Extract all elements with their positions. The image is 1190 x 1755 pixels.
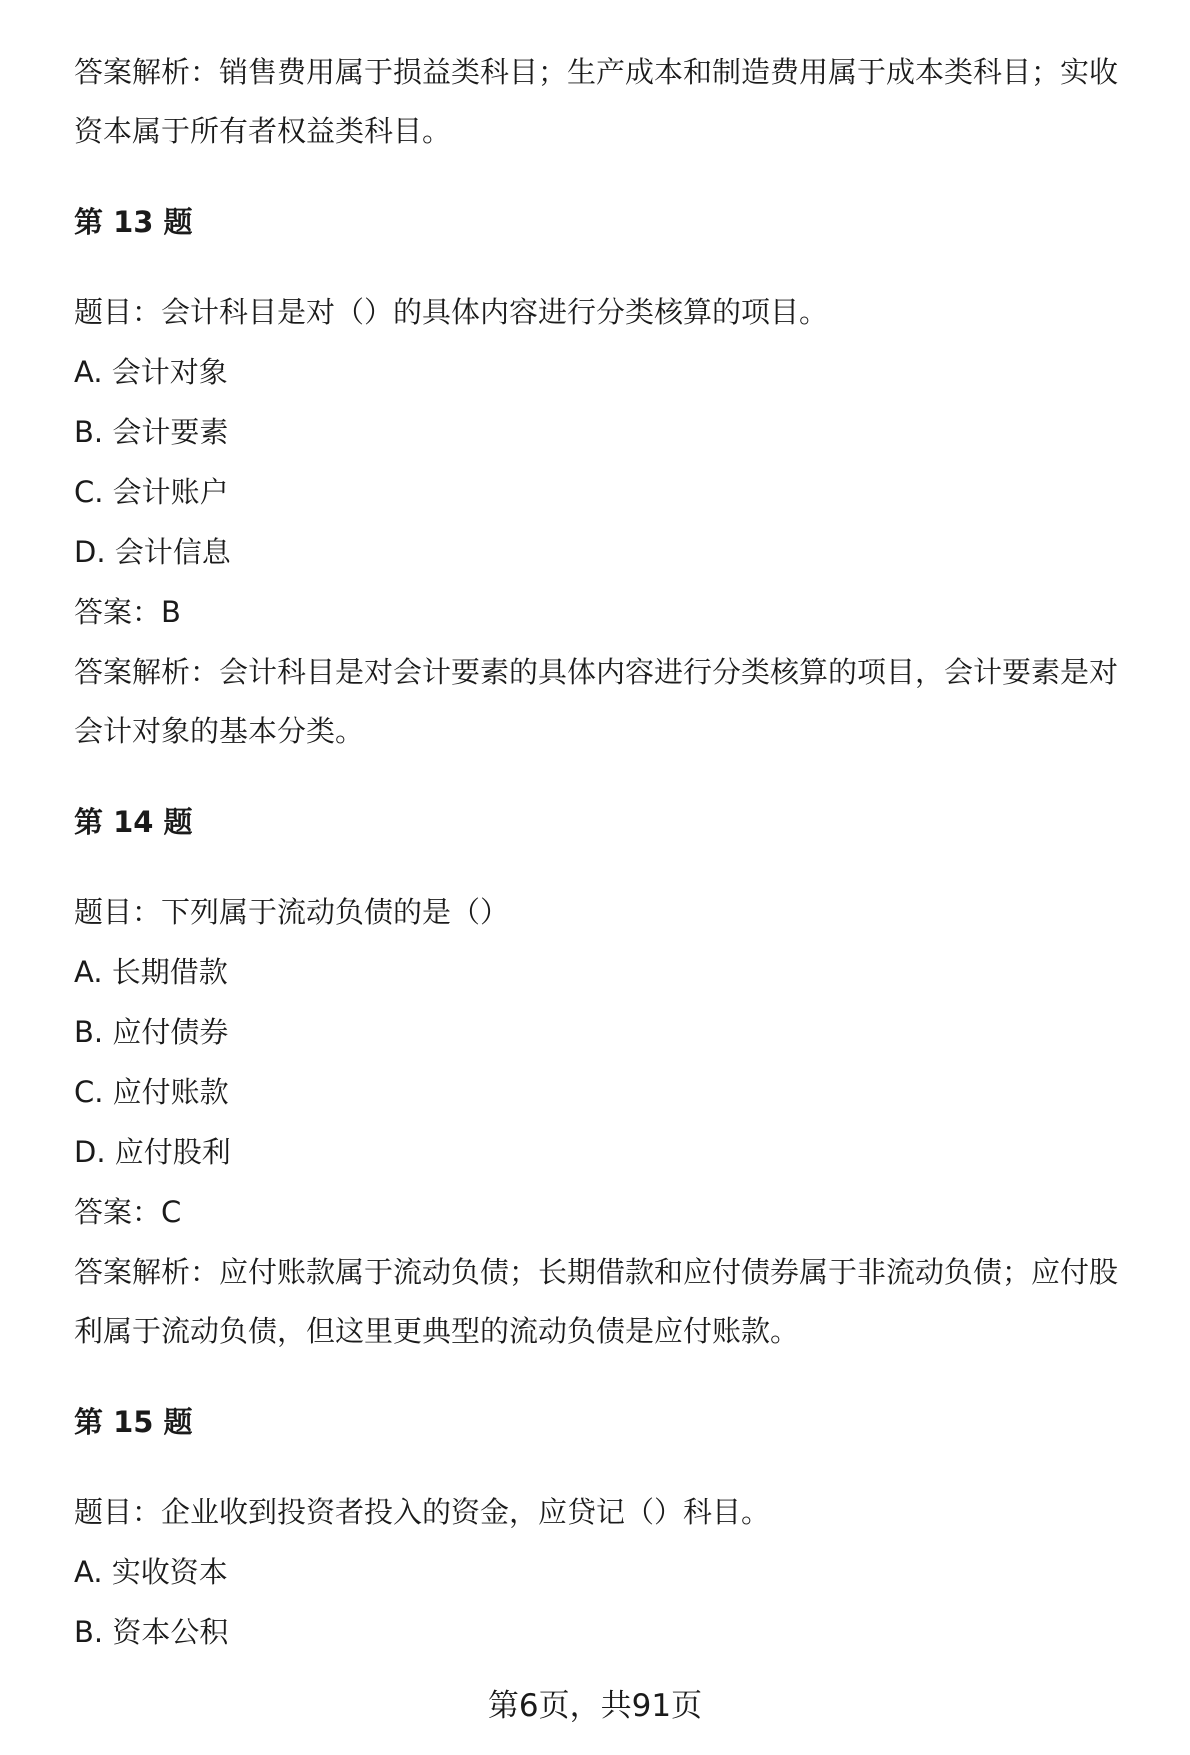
- question-14-option-d: D. 应付股利: [74, 1135, 231, 1169]
- question-14-option-a: A. 长期借款: [74, 955, 228, 989]
- question-13-analysis-line-2: 会计对象的基本分类。: [74, 714, 365, 748]
- question-13-option-c: C. 会计账户: [74, 475, 229, 509]
- question-13-heading: 第 13 题: [74, 205, 193, 239]
- question-13-text: 题目：会计科目是对（）的具体内容进行分类核算的项目。: [74, 295, 829, 329]
- question-13-option-b: B. 会计要素: [74, 415, 229, 449]
- question-13-answer: 答案：B: [74, 595, 181, 629]
- question-14-option-c: C. 应付账款: [74, 1075, 229, 1109]
- question-14-analysis-line-2: 利属于流动负债，但这里更典型的流动负债是应付账款。: [74, 1314, 800, 1348]
- question-15-heading: 第 15 题: [74, 1405, 193, 1439]
- carry-over-analysis-line-2: 资本属于所有者权益类科目。: [74, 114, 452, 148]
- question-15-option-b: B. 资本公积: [74, 1615, 229, 1649]
- question-15-option-a: A. 实收资本: [74, 1555, 228, 1589]
- question-14-heading: 第 14 题: [74, 805, 193, 839]
- question-15-text: 题目：企业收到投资者投入的资金，应贷记（）科目。: [74, 1495, 771, 1529]
- question-14-answer: 答案：C: [74, 1195, 182, 1229]
- question-14-option-b: B. 应付债券: [74, 1015, 229, 1049]
- carry-over-analysis-line-1: 答案解析：销售费用属于损益类科目；生产成本和制造费用属于成本类科目；实收: [74, 55, 1119, 89]
- question-13-option-d: D. 会计信息: [74, 535, 231, 569]
- question-13-analysis-line-1: 答案解析：会计科目是对会计要素的具体内容进行分类核算的项目，会计要素是对: [74, 655, 1119, 689]
- question-14-analysis-line-1: 答案解析：应付账款属于流动负债；长期借款和应付债券属于非流动负债；应付股: [74, 1255, 1119, 1289]
- page-number-footer: 第6页，共91页: [487, 1688, 703, 1724]
- question-14-text: 题目：下列属于流动负债的是（）: [74, 895, 510, 929]
- question-13-option-a: A. 会计对象: [74, 355, 228, 389]
